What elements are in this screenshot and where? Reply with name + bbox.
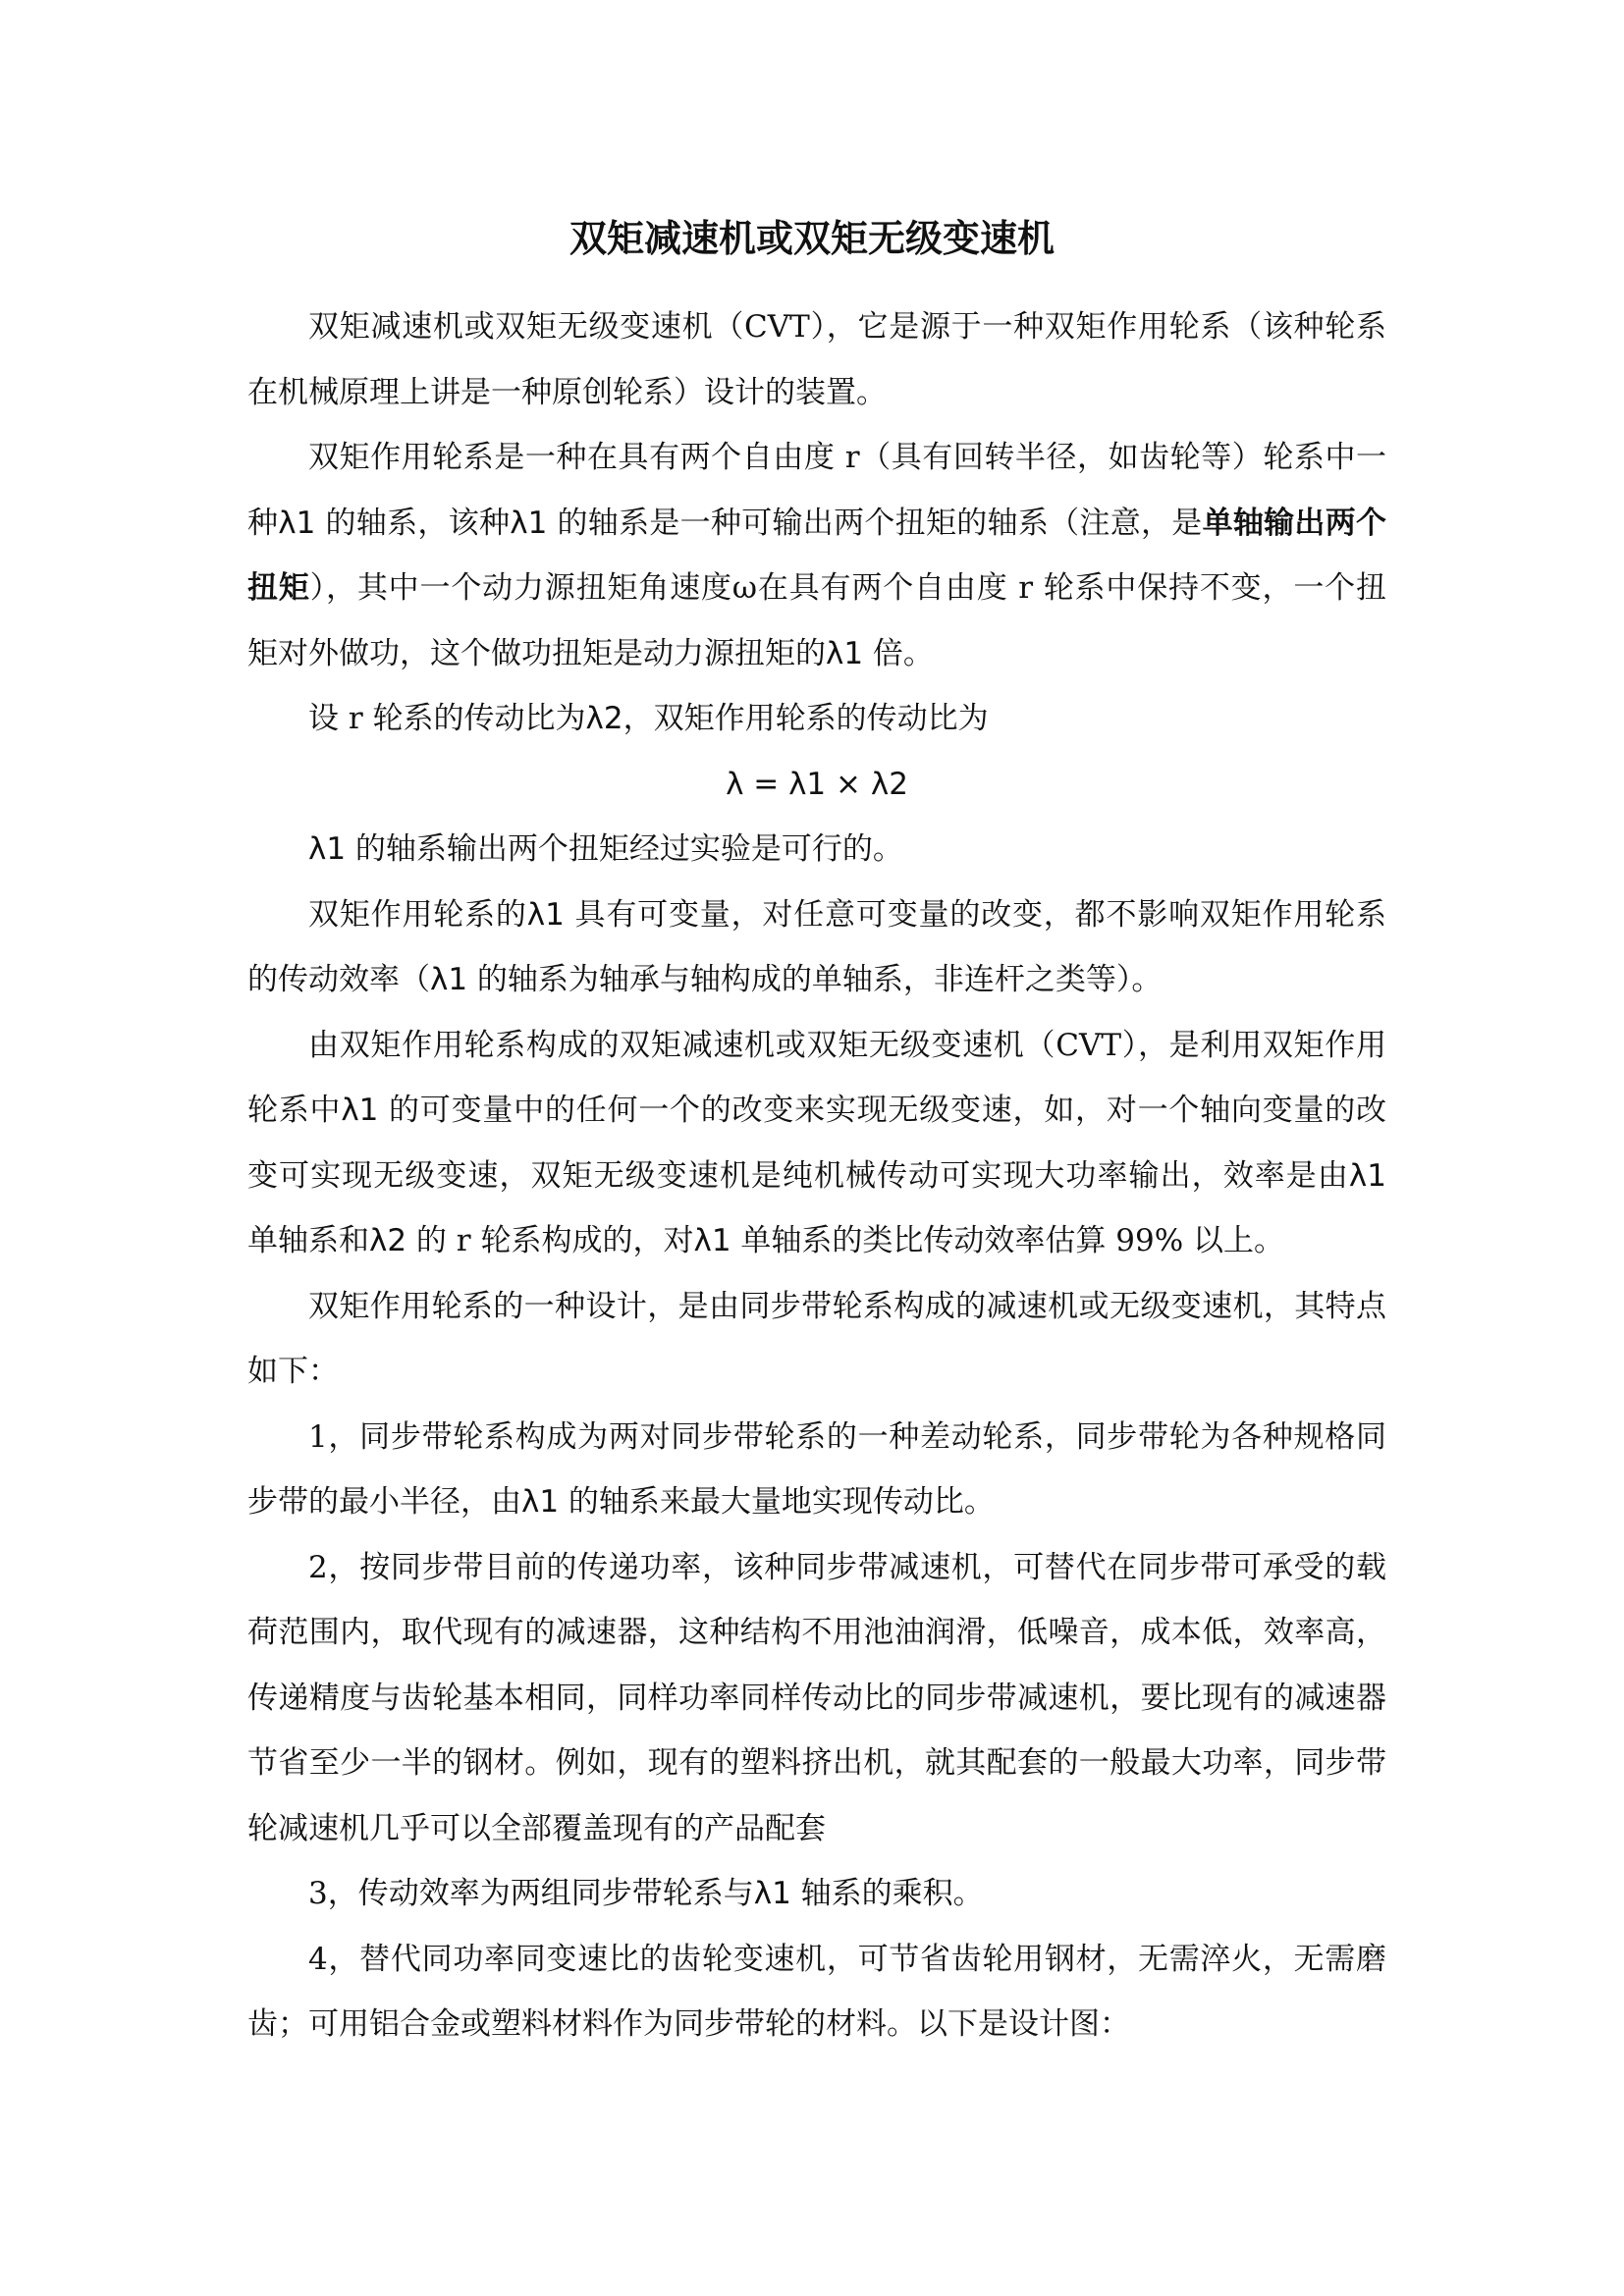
formula: λ = λ1 × λ2	[726, 766, 908, 802]
lambda-symbol: λ2	[585, 701, 623, 736]
text-run: 的轴系来最大量地实现传动比。	[559, 1484, 995, 1520]
text-run: 的轴系是一种可输出两个扭矩的轴系（注意，是	[547, 505, 1203, 541]
text-run: 设 r 轮系的传动比为	[308, 701, 586, 736]
text-run: 单轴系的类比传动效率估算 99% 以上。	[731, 1223, 1285, 1258]
text-run: 的 r 轮系构成的，对	[406, 1223, 694, 1258]
document-title: 双矩减速机或双矩无级变速机	[568, 216, 1055, 260]
lambda-symbol: λ2	[369, 1223, 407, 1258]
text-run: ），其中一个动力源扭矩角速度ω在具有两个自由度 r 轮系中保持不变，一个扭矩对外做功，这个做功扭矩是动力源扭矩的	[247, 570, 1387, 671]
lambda-symbol: λ1	[341, 1093, 379, 1128]
text-run: 3，传动效率为两组同步带轮系与	[308, 1876, 754, 1911]
text-run: 的轴系，该种	[315, 505, 511, 541]
text-run: 的轴系输出两个扭矩经过实验是可行的。	[346, 831, 903, 867]
list-item-1	[247, 1405, 1386, 1535]
text-run: 双矩作用轮系是一种在具有两个自由度 r（具有回转半径，如齿轮等）轮系中一种	[247, 440, 1386, 541]
text-run: 双矩作用轮系的	[308, 896, 527, 933]
list-item-4: 4，替代同功率同变速比的齿轮变速机，可节省齿轮用钢材，无需淬火，无需磨齿；可用铝合金或塑料材料作为同步带轮的材料。以下是设计图：	[247, 1941, 1386, 2042]
lambda-symbol: λ1	[693, 1223, 731, 1258]
paragraph-variable	[247, 882, 1386, 1013]
list-item-3	[247, 1861, 1386, 1927]
paragraph-definition	[247, 425, 1386, 686]
text-run: 的可变量中的任何一个的改变来实现无级变速，如，对一个轴向变量的改变可实现无级变速，双矩无级变速机是纯机械传动可实现大功率输出，效率是由	[247, 1093, 1386, 1194]
text-run: 轴系的乘积。	[790, 1876, 984, 1911]
text-run: 倍。	[863, 635, 934, 671]
text-run: 1，同步带轮系构成为两对同步带轮系的一种差动轮系，同步带轮为各种规格同步带的最小半径，由	[247, 1418, 1386, 1520]
text-run: ，双矩作用轮系的传动比为	[623, 701, 989, 736]
lambda-symbol: λ1	[526, 896, 565, 933]
paragraph-ratio	[247, 686, 1386, 752]
text-run: 的轴系为轴承与轴构成的单轴系，非连杆之类等）。	[467, 962, 1163, 997]
paragraph-intro: 双矩减速机或双矩无级变速机（CVT），它是源于一种双矩作用轮系（该种轮系在机械原理上讲是一种原创轮系）设计的装置。	[247, 309, 1386, 410]
text-run: 单轴系和	[247, 1223, 369, 1258]
lambda-symbol: λ1	[1348, 1157, 1386, 1194]
lambda-symbol: λ1	[308, 831, 347, 867]
paragraph-experiment	[247, 817, 1386, 882]
document-body	[247, 294, 1386, 2057]
paragraph-cvt	[247, 1013, 1386, 1274]
bold-emphasis: 单轴输出两个扭矩	[247, 505, 1387, 606]
paragraph-design: 双矩作用轮系的一种设计，是由同步带轮系构成的减速机或无级变速机，其特点如下：	[247, 1288, 1386, 1389]
lambda-symbol: λ1	[753, 1876, 791, 1911]
lambda-symbol: λ1	[278, 505, 316, 541]
text-run: 具有可变量，对任意可变量的改变，都不影响双矩作用轮系的传动效率（	[247, 896, 1387, 997]
lambda-symbol: λ1	[521, 1484, 560, 1520]
list-item-2: 2，按同步带目前的传递功率，该种同步带减速机，可替代在同步带可承受的载荷范围内，取代现有的减速器，这种结构不用池油润滑，低噪音，成本低，效率高，传递精度与齿轮基本相同，同样功率同样传动比的同步带减速机，要比现有的减速器节省至少一半的钢材。例如，现有的塑料挤出机，就其配套的一般最大功率，同步带轮减速机几乎可以全部覆盖现有的产品配套	[247, 1549, 1386, 1846]
lambda-symbol: λ1	[826, 635, 864, 671]
lambda-symbol: λ1	[510, 505, 548, 541]
lambda-symbol: λ1	[430, 962, 468, 997]
text-run: 由双矩作用轮系构成的双矩减速机或双矩无级变速机（CVT），是利用双矩作用轮系中	[247, 1027, 1386, 1128]
